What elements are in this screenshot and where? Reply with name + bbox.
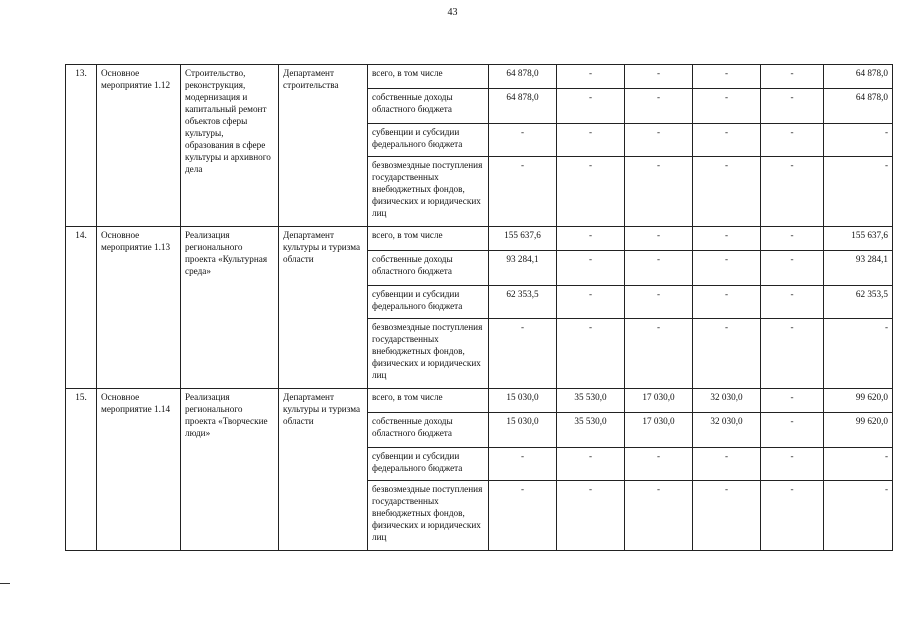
year-value: - <box>625 124 693 157</box>
year-value: - <box>761 157 824 227</box>
funding-source: всего, в том числе <box>368 389 489 413</box>
year-value: - <box>557 124 625 157</box>
funding-source: безвозмездные поступления государственных внебюджетных фондов, физических и юридических лиц <box>368 157 489 227</box>
year-value: - <box>693 251 761 286</box>
row-number: 13. <box>66 65 97 227</box>
year-value: 35 530,0 <box>557 389 625 413</box>
year-value: - <box>693 157 761 227</box>
year-value: - <box>761 65 824 89</box>
table-row <box>66 227 893 251</box>
funding-source: всего, в том числе <box>368 227 489 251</box>
row-number: 15. <box>66 389 97 551</box>
event-name: Основное мероприятие 1.14 <box>97 389 181 551</box>
year-value: - <box>761 481 824 551</box>
table-row <box>66 65 893 89</box>
executor-name: Департамент культуры и туризма области <box>279 389 368 551</box>
year-value: 17 030,0 <box>625 413 693 448</box>
total-value: - <box>824 157 893 227</box>
year-value: - <box>693 319 761 389</box>
year-value: - <box>625 227 693 251</box>
year-value: - <box>761 251 824 286</box>
funding-source: собственные доходы областного бюджета <box>368 413 489 448</box>
row-number: 14. <box>66 227 97 389</box>
year-value: - <box>489 157 557 227</box>
year-value: - <box>625 251 693 286</box>
year-value: - <box>625 65 693 89</box>
event-description: Реализация регионального проекта «Культурная среда» <box>181 227 279 389</box>
table-body <box>66 65 893 551</box>
year-value: 15 030,0 <box>489 413 557 448</box>
year-value: - <box>693 124 761 157</box>
page-number: 43 <box>447 7 458 18</box>
event-name: Основное мероприятие 1.12 <box>97 65 181 227</box>
funding-source: субвенции и субсидии федерального бюджета <box>368 124 489 157</box>
total-value: - <box>824 124 893 157</box>
total-value: 99 620,0 <box>824 389 893 413</box>
total-value: - <box>824 481 893 551</box>
year-value: - <box>625 157 693 227</box>
year-value: - <box>761 286 824 319</box>
year-value: - <box>761 389 824 413</box>
year-value: - <box>625 89 693 124</box>
year-value: 64 878,0 <box>489 89 557 124</box>
year-value: - <box>557 286 625 319</box>
year-value: 32 030,0 <box>693 389 761 413</box>
year-value: - <box>761 227 824 251</box>
year-value: - <box>557 448 625 481</box>
year-value: - <box>693 448 761 481</box>
funding-source: собственные доходы областного бюджета <box>368 251 489 286</box>
year-value: - <box>693 89 761 124</box>
year-value: - <box>761 124 824 157</box>
total-value: 62 353,5 <box>824 286 893 319</box>
year-value: - <box>693 481 761 551</box>
year-value: - <box>693 286 761 319</box>
year-value: - <box>693 227 761 251</box>
executor-name: Департамент культуры и туризма области <box>279 227 368 389</box>
funding-source: безвозмездные поступления государственных внебюджетных фондов, физических и юридических лиц <box>368 319 489 389</box>
funding-source: субвенции и субсидии федерального бюджета <box>368 448 489 481</box>
total-value: 64 878,0 <box>824 65 893 89</box>
year-value: - <box>625 286 693 319</box>
year-value: - <box>489 124 557 157</box>
year-value: - <box>557 319 625 389</box>
year-value: 93 284,1 <box>489 251 557 286</box>
event-name: Основное мероприятие 1.13 <box>97 227 181 389</box>
year-value: - <box>693 65 761 89</box>
funding-source: всего, в том числе <box>368 65 489 89</box>
executor-name: Департамент строительства <box>279 65 368 227</box>
year-value: - <box>761 89 824 124</box>
year-value: - <box>489 319 557 389</box>
year-value: 17 030,0 <box>625 389 693 413</box>
table-row <box>66 389 893 413</box>
year-value: 64 878,0 <box>489 65 557 89</box>
year-value: - <box>625 448 693 481</box>
budget-table <box>65 64 893 551</box>
year-value: - <box>489 448 557 481</box>
year-value: 62 353,5 <box>489 286 557 319</box>
year-value: 35 530,0 <box>557 413 625 448</box>
year-value: - <box>557 481 625 551</box>
year-value: - <box>557 65 625 89</box>
year-value: - <box>557 251 625 286</box>
year-value: - <box>557 227 625 251</box>
year-value: 32 030,0 <box>693 413 761 448</box>
year-value: 155 637,6 <box>489 227 557 251</box>
total-value: 99 620,0 <box>824 413 893 448</box>
year-value: 15 030,0 <box>489 389 557 413</box>
year-value: - <box>625 481 693 551</box>
total-value: 155 637,6 <box>824 227 893 251</box>
year-value: - <box>761 319 824 389</box>
event-description: Строительство, реконструкция, модернизация и капитальный ремонт объектов сферы культуры, образования в сфере культуры и архивного дела <box>181 65 279 227</box>
event-description: Реализация регионального проекта «Творческие люди» <box>181 389 279 551</box>
total-value: - <box>824 448 893 481</box>
year-value: - <box>761 448 824 481</box>
year-value: - <box>625 319 693 389</box>
year-value: - <box>489 481 557 551</box>
total-value: 64 878,0 <box>824 89 893 124</box>
funding-source: субвенции и субсидии федерального бюджета <box>368 286 489 319</box>
total-value: - <box>824 319 893 389</box>
margin-mark <box>0 583 10 584</box>
total-value: 93 284,1 <box>824 251 893 286</box>
funding-source: безвозмездные поступления государственных внебюджетных фондов, физических и юридических лиц <box>368 481 489 551</box>
funding-source: собственные доходы областного бюджета <box>368 89 489 124</box>
year-value: - <box>761 413 824 448</box>
year-value: - <box>557 89 625 124</box>
year-value: - <box>557 157 625 227</box>
